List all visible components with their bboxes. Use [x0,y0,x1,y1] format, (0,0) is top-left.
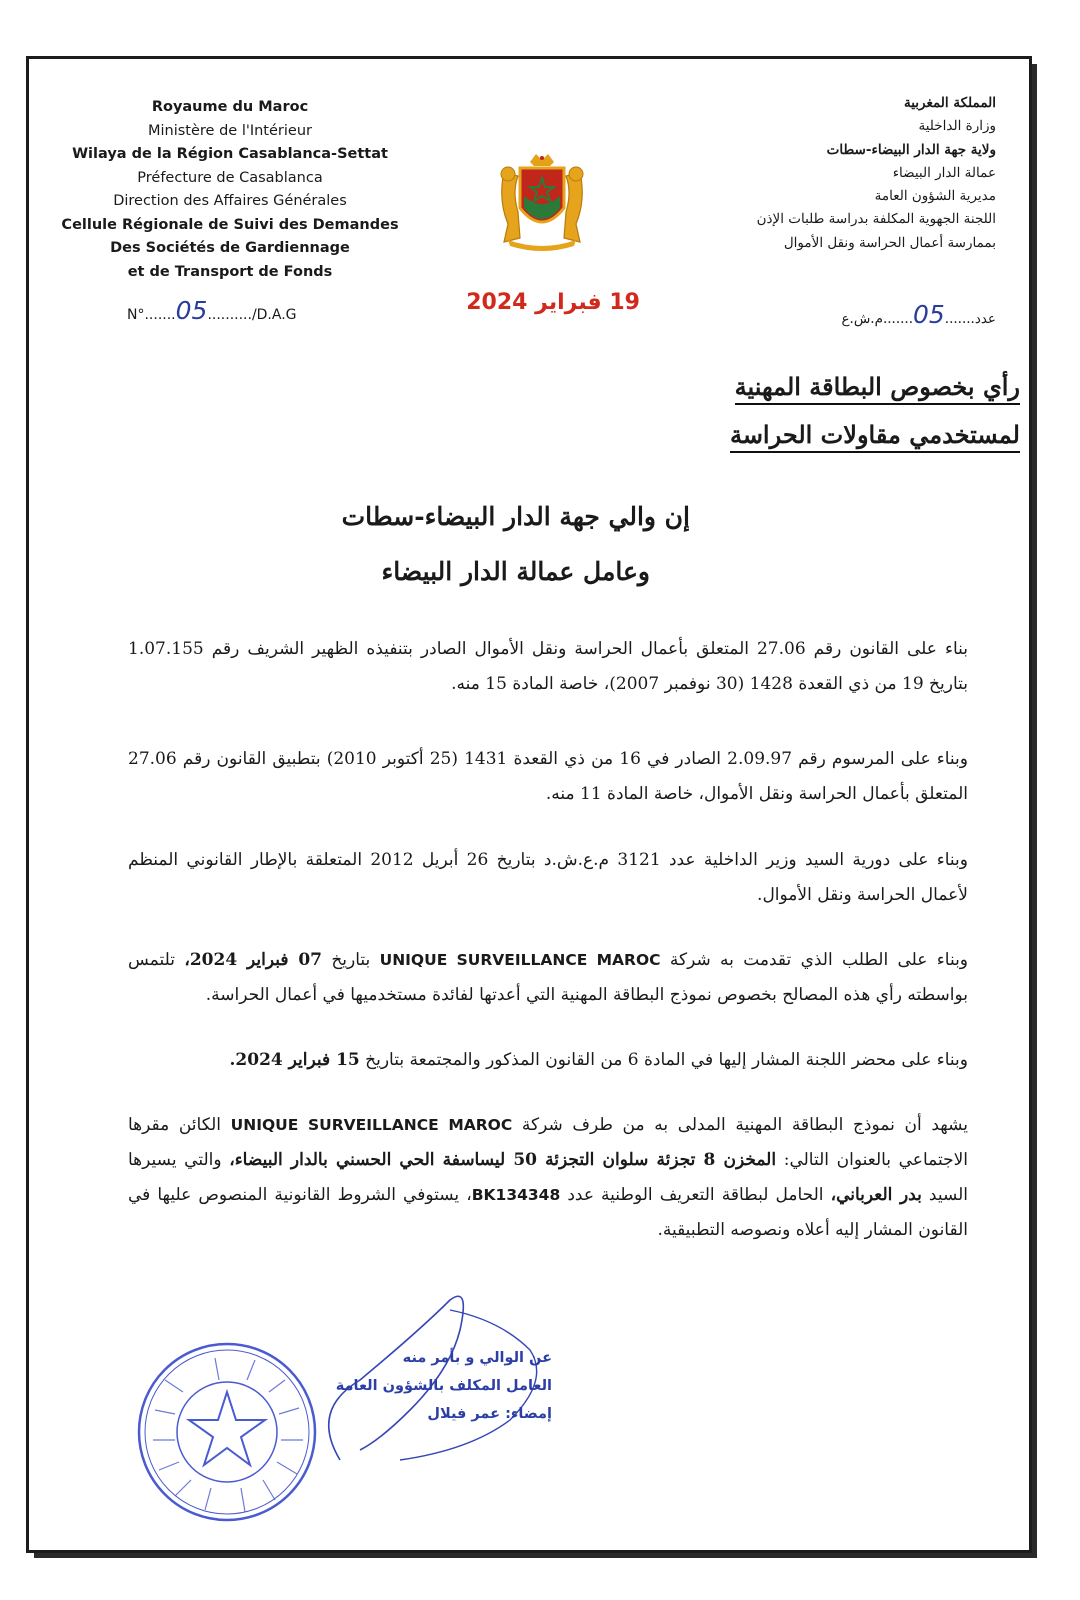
fr-wilaya: Wilaya de la Région Casablanca-Settat [72,146,388,162]
company-name-2: UNIQUE SURVEILLANCE MAROC [230,1116,513,1134]
ar-wilaya: ولاية جهة الدار البيضاء-سطات [826,141,996,158]
paragraph-law: بناء على القانون رقم 27.06 المتعلق بأعمال الحراسة ونقل الأموال الصادر بتنفيذه الظهير الشريف رقم 1.07.155 بتاريخ 19 من ذي القعدة 1428 (30 نوفمبر 2007)، خاصة المادة 15 منه. [128,639,968,694]
ar-ministry: وزارة الداخلية [918,118,996,135]
cert-text-b: الكائن مقرها الاجتماعي بالعنوان التالي: [128,1115,969,1170]
minutes-date: 15 فبراير 2024. [229,1050,360,1070]
fr-cell-2: Des Sociétés de Gardiennage [110,240,350,256]
ar-committee: اللجنة الجهوية المكلفة بدراسة طلبات الإذن [756,211,996,228]
frame-shadow-right [1032,64,1037,1558]
fr-num-suffix: ........../D.A.G [207,307,297,323]
id-card-number: BK134348 [471,1186,561,1204]
subject-title-line2 [600,420,1020,453]
ar-committee-2: بممارسة أعمال الحراسة ونقل الأموال [783,234,996,251]
ar-reference-number [841,300,996,329]
signature-line3: إمضاء: عمر فيلال [427,1406,552,1422]
issuer-title-line2 [230,557,650,586]
issuer-title-1-text: إن والي جهة الدار البيضاء-سطات [341,502,690,531]
fr-reference-number [127,296,297,325]
ar-num-value: 05 [912,300,945,329]
paragraph-minutes [128,1043,968,1078]
request-date: 07 فبراير 2024، [184,950,322,970]
header-arabic [666,92,996,255]
signature-line1: عن الوالي و بأمر منه [402,1350,552,1366]
header-french [50,96,410,284]
fr-direction: Direction des Affaires Générales [113,193,347,209]
subject-title-2-text: لمستخدمي مقاولات الحراسة [730,420,1020,453]
company-name: UNIQUE SURVEILLANCE MAROC [379,951,661,969]
ar-num-suffix: .......م.ش.ع [841,311,913,327]
minutes-text: وبناء على محضر اللجنة المشار إليها في المادة 6 من القانون المذكور والمجتمعة بتاريخ [365,1050,968,1070]
date-stamp: 19 فبراير 2024 [466,290,640,315]
signature-line2: العامل المكلف بالشؤون العامة [335,1378,552,1394]
issuer-title-2-text: وعامل عمالة الدار البيضاء [381,557,650,586]
request-text-a: وبناء على الطلب الذي تقدمت به شركة [669,950,969,970]
fr-prefecture: Préfecture de Casablanca [137,169,323,186]
subject-title-line1 [600,372,1020,405]
cert-text-a: يشهد أن نموذج البطاقة المهنية المدلى به من طرف شركة [521,1115,968,1135]
subject-title-1-text: رأي بخصوص البطاقة المهنية [735,372,1020,405]
fr-kingdom: Royaume du Maroc [151,99,309,115]
paragraph-circular: وبناء على دورية السيد وزير الداخلية عدد 3121 م.ع.ش.د بتاريخ 26 أبريل 2012 المتعلقة بالإطار القانوني المنظم لأعمال الحراسة ونقل الأموال. [128,850,968,905]
official-stamp-icon [135,1340,320,1525]
signature-block [322,1344,552,1428]
paragraph-request [128,943,968,1013]
company-address: المخزن 8 تجزئة سلوان التجزئة 50 ليساسفة الحي الحسني بالدار البيضاء، [229,1150,777,1170]
coat-of-arms-icon [490,152,594,252]
manager-name: بدر العرباني، [830,1185,922,1205]
ar-num-prefix: عدد....... [944,311,996,327]
ar-kingdom: المملكة المغربية [903,95,996,111]
request-text-b: بتاريخ [331,950,371,970]
fr-num-value: 05 [175,296,208,325]
fr-cell-3: et de Transport de Fonds [127,263,333,280]
fr-cell: Cellule Régionale de Suivi des Demandes [61,216,399,233]
paragraph-certification [128,1108,968,1248]
request-text-c: تلتمس بواسطته رأي هذه المصالح بخصوص نموذج البطاقة المهنية التي أعدتها لفائدة مستخدميها في أعمال الحراسة. [128,950,968,1005]
frame-shadow-bottom [34,1553,1037,1558]
fr-ministry: Ministère de l'Intérieur [148,122,312,139]
cert-text-d: الحامل لبطاقة التعريف الوطنية عدد [567,1185,824,1205]
ar-prefecture: عمالة الدار البيضاء [892,164,996,181]
issuer-title-line1 [270,502,690,531]
ar-direction: مديرية الشؤون العامة [874,188,996,205]
paragraph-decree: وبناء على المرسوم رقم 2.09.97 الصادر في 16 من ذي القعدة 1431 (25 أكتوبر 2010) بتطبيق القانون رقم 27.06 المتعلق بأعمال الحراسة ونقل الأموال، خاصة المادة 11 منه. [128,749,968,804]
cert-text-c: والتي يسيرها السيد [128,1150,969,1205]
cert-text-e: ، يستوفي الشروط القانونية المنصوص عليها في القانون المشار إليه أعلاه ونصوصه التطبيقية. [128,1185,968,1240]
fr-num-prefix: N°....... [127,307,176,323]
